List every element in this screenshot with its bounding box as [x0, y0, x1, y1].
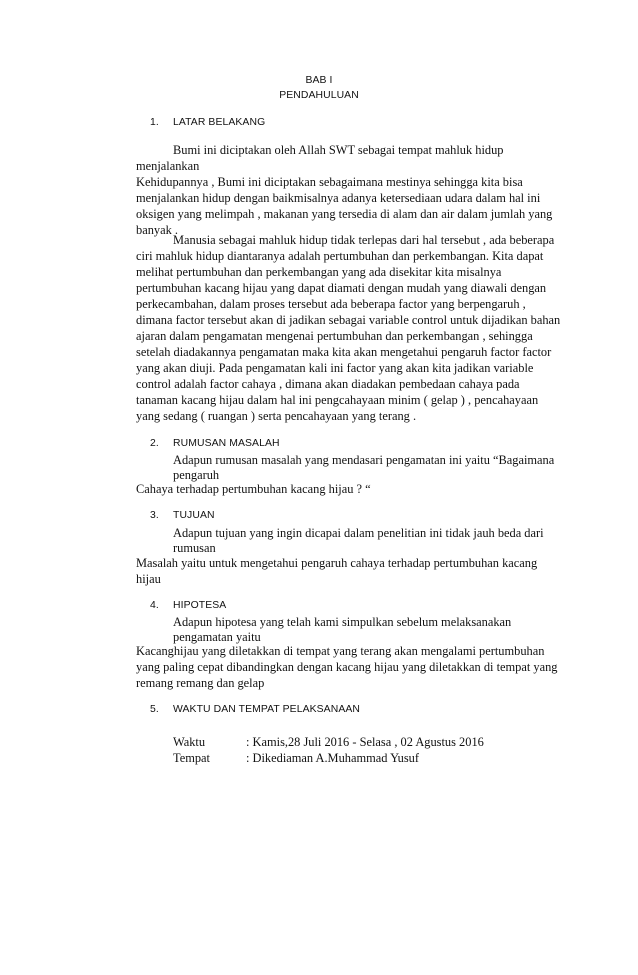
paragraph-line: yang sedang ( ruangan ) serta pencahayaan yang terang .: [136, 409, 417, 423]
paragraph-line: yang akan diuji. Pada pengamatan kali ini factor yang akan kita jadikan variable: [136, 361, 534, 375]
section-heading: WAKTU DAN TEMPAT PELAKSANAAN: [173, 704, 360, 715]
paragraph-line: Adapun rumusan masalah yang mendasari pengamatan ini yaitu “Bagaimana: [173, 453, 555, 467]
section-heading: LATAR BELAKANG: [173, 117, 266, 128]
paragraph-line: pengaruh: [173, 468, 220, 482]
paragraph-line: melihat pertumbuhan dan perkembangan yang ada disekitar kita misalnya: [136, 265, 502, 279]
schedule-value: : Dikediaman A.Muhammad Yusuf: [246, 751, 419, 765]
paragraph-line: tanaman kacang hijau dalam hal ini pengcahayaan minim ( gelap ) , pencahayaan: [136, 393, 539, 407]
paragraph-line: menjalankan: [136, 159, 200, 173]
section-heading: TUJUAN: [173, 510, 215, 521]
section-heading: HIPOTESA: [173, 600, 227, 611]
paragraph-line: Adapun hipotesa yang telah kami simpulkan sebelum melaksanakan: [173, 615, 512, 629]
paragraph-line: yang paling cepat dibandingkan dengan kacang hijau yang diletakkan di tempat yang: [136, 660, 558, 674]
paragraph-line: Masalah yaitu untuk mengetahui pengaruh cahaya terhadap pertumbuhan kacang: [136, 556, 538, 570]
section-number: 4.: [150, 600, 159, 611]
paragraph-line: pengamatan yaitu: [173, 630, 261, 644]
schedule-label: Waktu: [173, 735, 206, 749]
paragraph-line: hijau: [136, 572, 161, 586]
paragraph-line: dimana factor tersebut akan di jadikan sebagai variable control untuk dijadikan bahan: [136, 313, 561, 327]
paragraph-line: control adalah factor cahaya , dimana akan diadakan pembedaan cahaya pada: [136, 377, 520, 391]
section-number: 5.: [150, 704, 159, 715]
paragraph-line: Kacanghijau yang diletakkan di tempat yang terang akan mengalami pertumbuhan: [136, 644, 545, 658]
paragraph-line: ciri mahluk hidup diantaranya adalah pertumbuhan dan perkembangan. Kita dapat: [136, 249, 544, 263]
chapter-number: BAB I: [305, 75, 333, 86]
section-number: 3.: [150, 510, 159, 521]
paragraph-line: Cahaya terhadap pertumbuhan kacang hijau ? “: [136, 482, 371, 496]
paragraph-line: Kehidupannya , Bumi ini diciptakan sebagaimana mestinya sehingga kita bisa: [136, 175, 523, 189]
section-heading: RUMUSAN MASALAH: [173, 438, 280, 449]
paragraph-line: banyak .: [136, 223, 178, 237]
schedule-value: : Kamis,28 Juli 2016 - Selasa , 02 Agustus 2016: [246, 735, 484, 749]
paragraph-line: perkecambahan, dalam proses tersebut ada beberapa factor yang berpengaruh ,: [136, 297, 526, 311]
chapter-title: PENDAHULUAN: [279, 90, 359, 101]
paragraph-line: Adapun tujuan yang ingin dicapai dalam penelitian ini tidak jauh beda dari: [173, 526, 544, 540]
paragraph-line: setelah diadakannya pengamatan maka kita akan mengetahui pengaruh factor factor: [136, 345, 552, 359]
paragraph-line: menjalankan hidup dengan baikmisalnya adanya ketersediaan udara dalam hal ini: [136, 191, 541, 205]
paragraph-line: Bumi ini diciptakan oleh Allah SWT sebagai tempat mahluk hidup: [173, 143, 504, 157]
paragraph-line: ajaran dalam pengamatan mengenai pertumbuhan dan perkembangan , sehingga: [136, 329, 533, 343]
paragraph-line: remang remang dan gelap: [136, 676, 265, 690]
schedule-label: Tempat: [173, 751, 210, 765]
paragraph-line: rumusan: [173, 541, 216, 555]
paragraph-line: pertumbuhan kacang hijau yang dapat diamati dengan mudah yang diawali dengan: [136, 281, 547, 295]
paragraph-line: Manusia sebagai mahluk hidup tidak terlepas dari hal tersebut , ada beberapa: [173, 233, 555, 247]
paragraph-line: oksigen yang melimpah , makanan yang tersedia di alam dan air dalam jumlah yang: [136, 207, 553, 221]
section-number: 1.: [150, 117, 159, 128]
section-number: 2.: [150, 438, 159, 449]
